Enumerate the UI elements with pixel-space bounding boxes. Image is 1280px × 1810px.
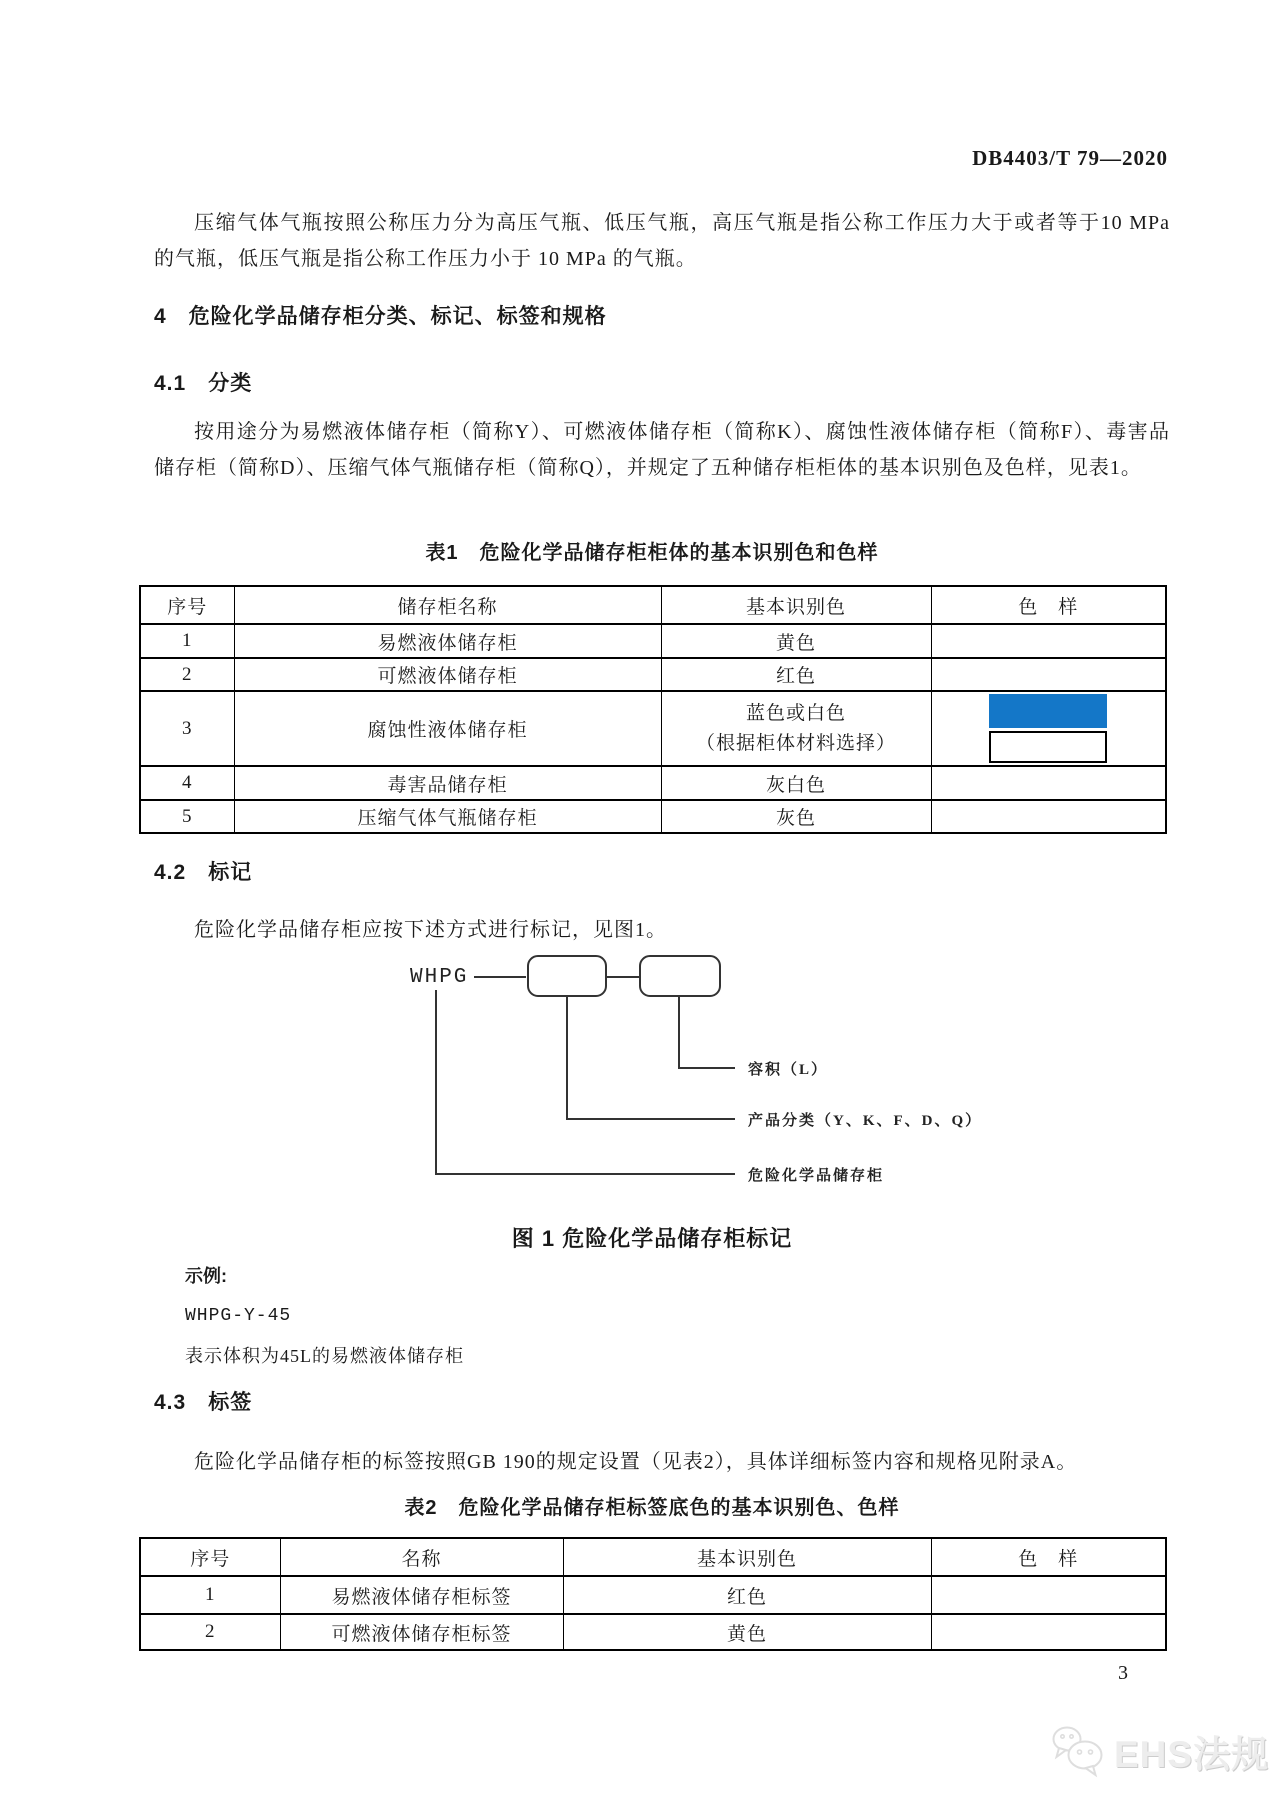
table1 [139,585,1167,834]
figure1-volume-box [639,955,721,997]
blue-swatch [989,694,1107,728]
color-name-note: （根据柜体材料选择） [695,732,896,754]
table2-header-sample: 色 样 [931,1538,1166,1576]
table2-header-row [140,1538,1166,1576]
color-name: 黄色 [563,1614,931,1650]
section-4-heading: 4 危险化学品储存柜分类、标记、标签和规格 [154,305,607,328]
page-number: 3 [1118,1662,1128,1684]
table2-header-no: 序号 [140,1538,280,1576]
section-4-2-paragraph: 危险化学品储存柜应按下述方式进行标记，见图1。 [194,919,667,941]
figure1-vline-cabinet [435,990,437,1175]
example-label: 示例: [185,1266,227,1286]
table1-row-2 [140,658,1166,691]
table2-caption: 表2 危险化学品储存柜标签底色的基本识别色、色样 [404,1497,900,1519]
example-code: WHPG-Y-45 [185,1306,292,1326]
cabinet-name: 腐蚀性液体储存柜 [234,691,661,766]
row-no: 1 [140,1576,280,1614]
row-no: 2 [140,1614,280,1650]
figure1-hline-cabinet [435,1173,735,1175]
doc-number: DB4403/T 79—2020 [972,146,1168,170]
color-name: 红色 [661,658,931,691]
table1-row-3 [140,691,1166,766]
section-4-2-heading: 4.2 标记 [154,861,253,884]
table2-row-2 [140,1614,1166,1650]
section-4-3-heading: 4.3 标签 [154,1391,253,1414]
color-sample-cell [931,766,1166,800]
table2-row-1 [140,1576,1166,1614]
color-sample-cell [931,624,1166,658]
figure1-root-label: WHPG [410,966,469,989]
color-sample-cell [931,658,1166,691]
figure1-label-cabinet: 危险化学品储存柜 [748,1168,885,1184]
section-4-3-paragraph: 危险化学品储存柜的标签按照GB 190的规定设置（见表2），具体详细标签内容和规格见附录A。 [194,1451,1078,1473]
cabinet-name: 可燃液体储存柜 [234,658,661,691]
figure1-label-category: 产品分类（Y、K、F、D、Q） [748,1113,983,1129]
row-no: 3 [140,691,234,766]
watermark [1048,1724,1269,1778]
color-name: 黄色 [661,624,931,658]
table1-row-5 [140,800,1166,833]
color-sample-cell [931,1614,1166,1650]
example-description: 表示体积为45L的易燃液体储存柜 [185,1346,464,1366]
figure1-category-box [527,955,607,997]
color-sample-cell [931,1576,1166,1614]
figure1-vline-category [566,997,568,1120]
cabinet-name: 易燃液体储存柜 [234,624,661,658]
row-no: 1 [140,624,234,658]
row-no: 4 [140,766,234,800]
color-sample-cell [931,691,1166,766]
table1-header-sample: 色 样 [931,586,1166,624]
watermark-text: EHS法规 [1114,1734,1270,1775]
table1-header-color: 基本识别色 [661,586,931,624]
table1-row-1 [140,624,1166,658]
label-name: 可燃液体储存柜标签 [280,1614,563,1650]
section-4-1-heading: 4.1 分类 [154,372,253,395]
figure1-caption: 图 1 危险化学品储存柜标记 [511,1226,793,1251]
color-name [661,691,931,766]
row-no: 5 [140,800,234,833]
color-name: 红色 [563,1576,931,1614]
figure1-label-volume: 容积（L） [748,1062,829,1078]
table2 [139,1537,1167,1651]
row-no: 2 [140,658,234,691]
cabinet-name: 毒害品储存柜 [234,766,661,800]
figure1-line-box1-to-box2 [607,976,639,978]
table2-header-color: 基本识别色 [563,1538,931,1576]
color-name: 灰白色 [661,766,931,800]
table2-header-name: 名称 [280,1538,563,1576]
table1-header-name: 储存柜名称 [234,586,661,624]
figure1-hline-volume [678,1067,735,1069]
figure1-line-root-to-box1 [474,976,526,978]
figure1-hline-category [566,1118,735,1120]
section-4-1-paragraph: 按用途分为易燃液体储存柜（简称Y）、可燃液体储存柜（简称K）、腐蚀性液体储存柜（简称F）、毒害品储存柜（简称D）、压缩气体气瓶储存柜（简称Q），并规定了五种储存柜柜体的基本识别色及色样，见表1。 [154,421,1170,479]
table1-header-row [140,586,1166,624]
table1-header-no: 序号 [140,586,234,624]
wechat-icon [1048,1724,1106,1778]
color-name-main: 蓝色或白色 [745,702,846,724]
table1-row-4 [140,766,1166,800]
table1-caption: 表1 危险化学品储存柜柜体的基本识别色和色样 [425,542,879,564]
label-name: 易燃液体储存柜标签 [280,1576,563,1614]
color-sample-cell [931,800,1166,833]
color-name: 灰色 [661,800,931,833]
cabinet-name: 压缩气体气瓶储存柜 [234,800,661,833]
white-swatch [989,731,1107,763]
intro-paragraph: 压缩气体气瓶按照公称压力分为高压气瓶、低压气瓶，高压气瓶是指公称工作压力大于或者等于10 MPa 的气瓶，低压气瓶是指公称工作压力小于 10 MPa 的气瓶。 [154,212,1170,270]
figure1-vline-volume [678,997,680,1069]
